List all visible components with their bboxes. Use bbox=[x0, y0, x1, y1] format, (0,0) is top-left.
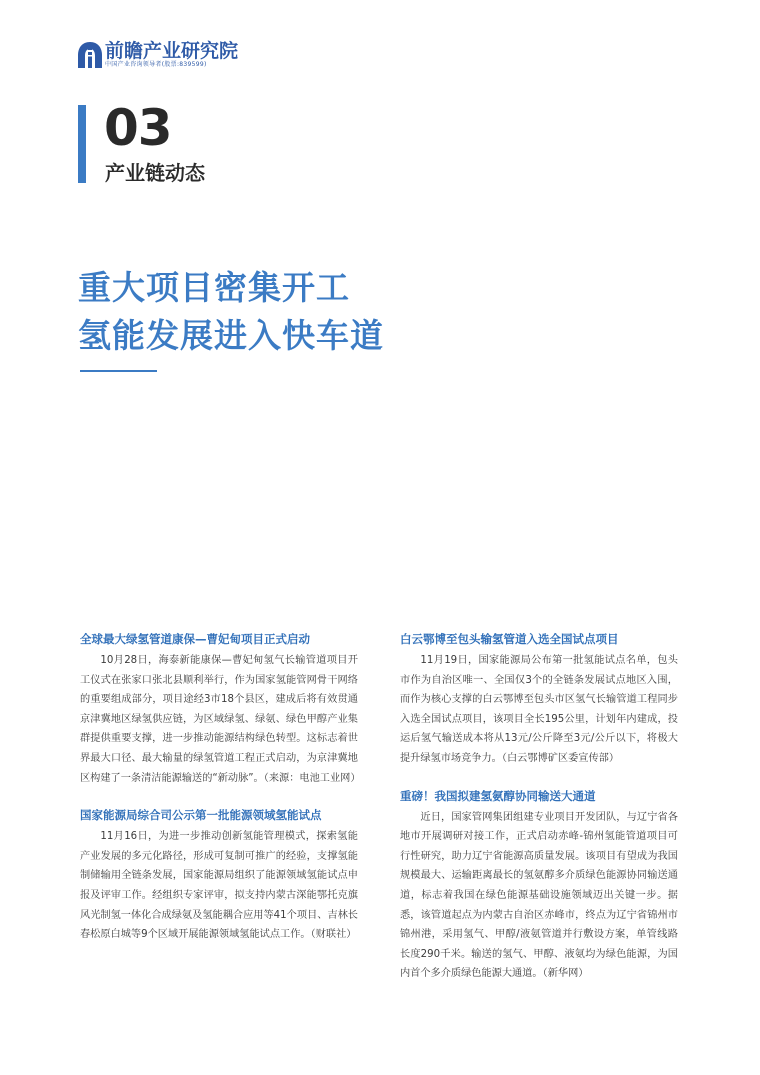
tower-logo-icon bbox=[77, 40, 103, 70]
right-column bbox=[400, 630, 678, 1002]
article-body: 11月19日，国家能源局公布第一批氢能试点名单，包头市作为自治区唯一、全国仅3个的全链条发展试点地区入围，而作为核心支撑的白云鄂博至包头市区氢气长输管道工程同步入选全国试点项目，该项目全长195公里，计划年内建成，投运后氢气输送成本将从13元/公斤降至3元/公斤以下，将极大提升绿氢市场竞争力。（白云鄂博矿区委宣传部） bbox=[400, 655, 678, 764]
article-body: 10月28日，海泰新能康保—曹妃甸氢气长输管道项目开工仪式在张家口张北县顺利举行，作为国家氢能管网骨干网络的重要组成部分，项目途经3市18个县区，建成后将有效贯通京津冀地区绿氢供应链，为区域绿氢、绿氨、绿色甲醇产业集群提供重要支撑，进一步推动能源结构绿色转型。这标志着世界最大口径、最大输量的绿氢管道工程正式启动，为京津冀地区构建了一条清洁能源输送的“新动脉”。（来源：电池工业网） bbox=[80, 655, 361, 784]
article-title: 全球最大绿氢管道康保—曹妃甸项目正式启动 bbox=[80, 632, 310, 646]
article-title: 国家能源局综合司公示第一批能源领域氢能试点 bbox=[80, 808, 322, 823]
headline-line-1: 重大项目密集开工 bbox=[78, 268, 350, 307]
article-title: 重磅！我国拟建氢氨醇协同输送大通道 bbox=[400, 788, 596, 803]
section-title: 产业链动态 bbox=[105, 161, 205, 185]
news-article bbox=[80, 630, 361, 788]
news-article bbox=[400, 630, 678, 769]
news-article bbox=[400, 787, 678, 984]
company-logo bbox=[77, 40, 238, 70]
headline-divider bbox=[80, 370, 157, 372]
article-title: 白云鄂博至包头输氢管道入选全国试点项目 bbox=[400, 632, 619, 646]
article-body: 近日，国家管网集团组建专业项目开发团队，与辽宁省各地市开展调研对接工作，正式启动赤峰-锦州氢能管道项目可行性研究，助力辽宁省能源高质量发展。该项目有望成为我国规模最大、运输距离最长的氢氨醇多介质绿色能源协同输送通道，标志着我国在绿色能源基础设施领域迈出关键一步。据悉，该管道起点为内蒙古自治区赤峰市，终点为辽宁省锦州市锦州港，采用氢气、甲醇/液氨管道并行敷设方案，单管线路长度290千米。输送的氢气、甲醇、液氨均为绿色能源，为国内首个多介质绿色能源大通道。（新华网） bbox=[400, 811, 678, 980]
news-article bbox=[80, 806, 358, 945]
logo-name: 前瞻产业研究院 bbox=[105, 40, 239, 62]
logo-subtitle: 中国产业咨询领导者(股票:839599) bbox=[105, 61, 207, 68]
left-column bbox=[80, 630, 361, 963]
article-body: 11月16日，为进一步推动创新氢能管理模式，探索氢能产业发展的多元化路径，形成可复制可推广的经验，支撑氢能制储输用全链条发展，国家能源局组织了能源领域氢能试点申报及评审工作。经组织专家评审，拟支持内蒙古深能鄂托克旗风光制氢一体化合成绿氨及氢能耦合应用等41个项目、吉林长春松原白城等9个区域开展能源领域氢能试点工作。（财联社） bbox=[80, 831, 358, 941]
page-headline bbox=[78, 264, 384, 360]
section-accent-bar bbox=[78, 105, 86, 183]
section-number: 03 bbox=[104, 99, 172, 157]
headline-line-2: 氢能发展进入快车道 bbox=[78, 316, 384, 355]
